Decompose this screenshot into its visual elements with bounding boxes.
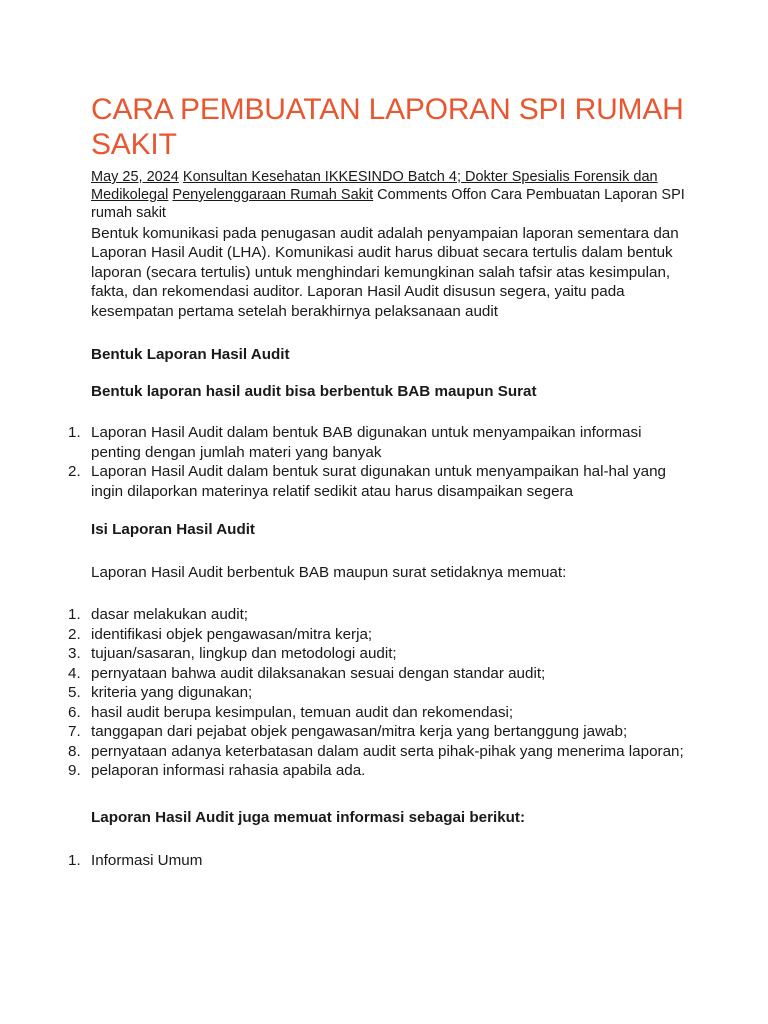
section-heading-informasi: Laporan Hasil Audit juga memuat informasi sebagai berikut: — [91, 808, 526, 826]
list-item — [68, 683, 691, 703]
section-heading-isi: Isi Laporan Hasil Audit — [91, 521, 255, 539]
isi-paragraph: Laporan Hasil Audit berbentuk BAB maupun surat setidaknya memuat: — [91, 564, 567, 582]
list-number: 2. — [68, 625, 81, 643]
list-number: 1. — [68, 606, 81, 624]
article-title: CARA PEMBUATAN LAPORAN SPI RUMAH SAKIT — [91, 93, 684, 161]
list-text: dasar melakukan audit; — [91, 606, 249, 624]
list-item — [68, 462, 691, 501]
list-text: pernyataan bahwa audit dilaksanakan sesuai dengan standar audit; — [91, 664, 546, 682]
section-subheading-bentuk: Bentuk laporan hasil audit bisa berbentuk BAB maupun Surat — [91, 383, 537, 401]
list-number: 3. — [68, 645, 81, 663]
list-text: hasil audit berupa kesimpulan, temuan audit dan rekomendasi; — [91, 703, 514, 721]
article-meta — [91, 168, 691, 222]
category-link-ikkesindo[interactable]: Konsultan Kesehatan IKKESINDO Batch 4; Dokter Spesialis Forensik dan Medikolegal — [91, 169, 658, 203]
list-bentuk-laporan — [68, 423, 691, 501]
list-number: 5. — [68, 684, 81, 702]
comments-text: Comments Offon Cara Pembuatan Laporan SPI rumah sakit — [91, 187, 685, 221]
section-heading-bentuk: Bentuk Laporan Hasil Audit — [91, 346, 290, 364]
intro-paragraph: Bentuk komunikasi pada penugasan audit adalah penyampaian laporan sementara dan Laporan Hasil Audit (LHA). Komunikasi audit harus dibuat secara tertulis dalam bentuk laporan (secara tertulis) untuk menghindari kemungkinan salah tafsir atas kesimpulan, fakta, dan rekomendasi auditor. Laporan Hasil Audit disusun segera, yaitu pada kesempatan pertama setelah berakhirnya pelaksanaan audit — [91, 225, 679, 320]
list-text: tujuan/sasaran, lingkup dan metodologi audit; — [91, 645, 397, 663]
list-number: 1. — [68, 424, 81, 442]
list-number: 4. — [68, 664, 81, 682]
list-text: kriteria yang digunakan; — [91, 684, 253, 702]
list-text: Laporan Hasil Audit dalam bentuk surat digunakan untuk menyampaikan hal-hal yang ingin dilaporkan materinya relatif sedikit atau harus disampaikan segera — [91, 463, 666, 500]
article — [68, 92, 691, 870]
list-text: Informasi Umum — [91, 851, 203, 869]
list-item — [68, 851, 691, 870]
list-number: 7. — [68, 723, 81, 741]
list-number: 1. — [68, 851, 81, 869]
list-item — [68, 423, 691, 462]
list-item — [68, 625, 691, 645]
list-text: Laporan Hasil Audit dalam bentuk BAB digunakan untuk menyampaikan informasi penting dengan jumlah materi yang banyak — [91, 424, 642, 461]
list-text: pernyataan adanya keterbatasan dalam audit serta pihak-pihak yang menerima laporan; — [91, 742, 684, 760]
list-number: 9. — [68, 762, 81, 780]
list-item — [68, 605, 691, 625]
list-item — [68, 664, 691, 684]
list-text: identifikasi objek pengawasan/mitra kerja; — [91, 625, 373, 643]
list-number: 8. — [68, 742, 81, 760]
list-informasi — [68, 851, 691, 870]
list-item — [68, 722, 691, 742]
list-text: tanggapan dari pejabat objek pengawasan/mitra kerja yang bertanggung jawab; — [91, 723, 628, 741]
list-number: 6. — [68, 703, 81, 721]
list-item — [68, 761, 691, 781]
list-number: 2. — [68, 463, 81, 481]
list-item — [68, 742, 691, 762]
category-link-penyelenggaraan[interactable]: Penyelenggaraan Rumah Sakit — [172, 187, 374, 203]
list-text: pelaporan informasi rahasia apabila ada. — [91, 762, 366, 780]
list-item — [68, 703, 691, 723]
list-item — [68, 644, 691, 664]
date-link[interactable]: May 25, 2024 — [91, 169, 179, 185]
list-isi-laporan — [68, 605, 691, 781]
